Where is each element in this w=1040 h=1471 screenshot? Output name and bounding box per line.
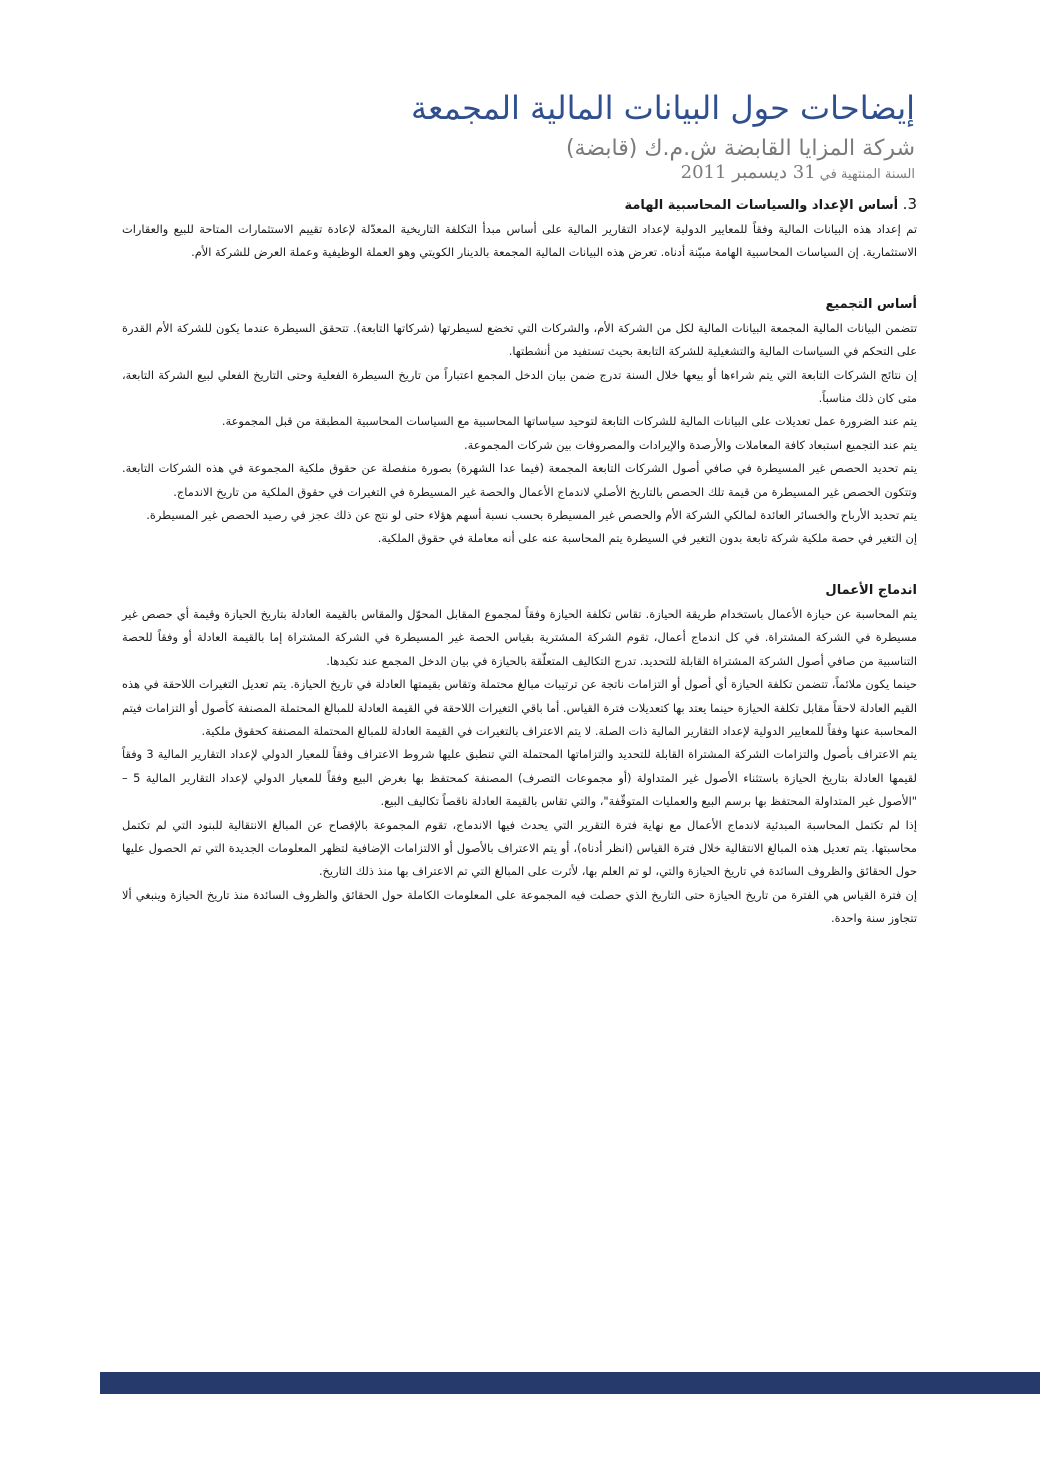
paragraph: يتم الاعتراف بأصول والتزامات الشركة المشتراة القابلة للتحديد والتزاماتها المحتملة التي تنطبق عليها شروط الاعتراف وفقاً للمعيار الدولي لإعداد التقارير المالية 3 وفقاً لقيمها العادلة بتاريخ الحيازة باستثناء الأصول غير المتداولة (أو مجموعات التصرف) المصنفة كمحتفظ بها بغرض البيع وفقاً للمعيار الدولي لإعداد التقارير المالية 5 – "الأصول غير المتداولة المحتفظ بها برسم البيع والعمليات المتوقّفة"، والتي تقاس بالقيمة العادلة ناقصاً تكاليف البيع. bbox=[122, 747, 917, 809]
paragraph: يتم تحديد الأرباح والخسائر العائدة لمالكي الشركة الأم والحصص غير المسيطرة بحسب نسبة أسهم هؤلاء حتى لو نتج عن ذلك عجز في رصيد الحصص غير المسيطرة. bbox=[146, 508, 917, 523]
paragraph: يتم المحاسبة عن حيازة الأعمال باستخدام طريقة الحيازة. تقاس تكلفة الحيازة وفقاً لمجموع المقابل المحوّل والمقاس بالقيمة العادلة بتاريخ الحيازة وقيمة أي حصص غير مسيطرة في الشركة المشتراة. في كل اندماج أعمال، تقوم الشركة المشترية بقياس الحصة غير المسيطرة في الشركة المشتراة إما بالقيمة العادلة أو وفقاً للحصة التناسبية من صافي أصول الشركة المشتراة القابلة للتحديد. تدرج التكاليف المتعلّقة بالحيازة في بيان الدخل المجمع عند تكبدها. bbox=[122, 606, 917, 668]
paragraph: إن التغير في حصة ملكية شركة تابعة بدون التغير في السيطرة يتم المحاسبة عنه على أنه معاملة في حقوق الملكية. bbox=[377, 531, 917, 546]
paragraph: إن نتائج الشركات التابعة التي يتم شراءها أو بيعها خلال السنة تدرج ضمن بيان الدخل المجمع اعتباراً من تاريخ السيطرة الفعلية وحتى التاريخ الفعلي لبيع الشركة التابعة، متى كان ذلك مناسباً. bbox=[122, 367, 917, 406]
footer-bar bbox=[100, 1372, 1040, 1394]
section-title: أساس الإعداد والسياسات المحاسبية الهامة bbox=[624, 198, 899, 213]
page-header bbox=[411, 88, 915, 186]
document-body bbox=[122, 192, 917, 931]
paragraph: يتم تحديد الحصص غير المسيطرة في صافي أصول الشركات التابعة المجمعة (فيما عدا الشهرة) بصورة منفصلة عن حقوق ملكية المجموعة في هذه الشركات التابعة. وتتكون الحصص غير المسيطرة من قيمة تلك الحصص بالتاريخ الأصلي لاندماج الأعمال والحصة غير المسيطرة في التغيرات في حقوق الملكية من تاريخ الاندماج. bbox=[122, 461, 917, 499]
company-name: شركة المزايا القابضة ش.م.ك (قابضة) bbox=[565, 136, 915, 161]
paragraph: حينما يكون ملائماً، تتضمن تكلفة الحيازة أي أصول أو التزامات ناتجة عن ترتيبات مبالغ محتملة وتقاس بقيمتها العادلة في تاريخ الحيازة. يتم تعديل التغيرات اللاحقة في هذه القيم العادلة لاحقاً مقابل تكلفة الحيازة حينما يعتد بها كتعديلات فترة القياس. أما باقي التغيرات اللاحقة في القيمة العادلة للمبالغ المحتملة المصنفة كأصول أو التزامات فيتم المحاسبة عنها وفقاً للمعايير الدولية لإعداد التقارير المالية ذات الصلة. لا يتم الاعتراف بالتغيرات في القيمة العادلة للمبالغ المحتملة المصنفة كحقوق ملكية. bbox=[122, 677, 917, 738]
paragraph: يتم عند التجميع استبعاد كافة المعاملات والأرصدة والإيرادات والمصروفات بين شركات المجموعة. bbox=[464, 437, 917, 452]
page-title: إيضاحات حول البيانات المالية المجمعة bbox=[410, 89, 915, 127]
paragraph: إن فترة القياس هي الفترة من تاريخ الحيازة حتى التاريخ الذي حصلت فيه المجموعة على المعلومات الكاملة حول الحقائق والظروف السائدة منذ تاريخ الحيازة وينبغي ألا تتجاوز سنة واحدة. bbox=[122, 887, 917, 926]
reporting-period bbox=[411, 162, 915, 186]
paragraph: إذا لم تكتمل المحاسبة المبدئية لاندماج الأعمال مع نهاية فترة التقرير التي يحدث فيها الاندماج، تقوم المجموعة بالإفصاح عن المبالغ الانتقالية للبنود التي لم تكتمل محاسبتها. يتم تعديل هذه المبالغ الانتقالية خلال فترة القياس (انظر أدناه)، أو يتم الاعتراف بالأصول أو الالتزامات الإضافية لتظهر المعلومات الجديدة التي تم الحصول عليها حول الحقائق والظروف السائدة في تاريخ الحيازة والتي، لو تم العلم بها، لأثرت على المبالغ التي تم الاعتراف بها منذ ذلك التاريخ. bbox=[122, 817, 917, 879]
paragraph: يتم عند الضرورة عمل تعديلات على البيانات المالية للشركات التابعة لتوحيد سياساتها المحاسبية مع السياسات المحاسبية المطبقة من قبل المجموعة. bbox=[221, 414, 917, 429]
section-heading-consolidation: أساس التجميع bbox=[825, 296, 917, 312]
paragraph: تتضمن البيانات المالية المجمعة البيانات المالية لكل من الشركة الأم، والشركات التي تخضع لسيطرتها (شركاتها التابعة). تتحقق السيطرة عندما يكون للشركة الأم القدرة على التحكم في السياسات المالية والتشغيلية للشركة التابعة بحيث تستفيد من أنشطتها. bbox=[122, 320, 917, 359]
period-label: السنة المنتهية في bbox=[819, 167, 915, 182]
paragraph: تم إعداد هذه البيانات المالية وفقاً للمعايير الدولية لإعداد التقارير المالية على أساس مبدأ التكلفة التاريخية المعدّلة لإعادة تقييم الاستثمارات المتاحة للبيع والعقارات الاستثمارية. إن السياسات المحاسبية الهامة مبيّنة أدناه. تعرض هذه البيانات المالية المجمعة بالدينار الكويتي وهو العملة الوظيفية وعملة العرض للشركة الأم. bbox=[122, 222, 917, 260]
section-heading-basis bbox=[122, 192, 917, 218]
section-heading-business-combinations: اندماج الأعمال bbox=[825, 582, 917, 598]
section-number: 3. bbox=[902, 195, 917, 213]
period-date: 31 ديسمبر 2011 bbox=[680, 162, 816, 183]
